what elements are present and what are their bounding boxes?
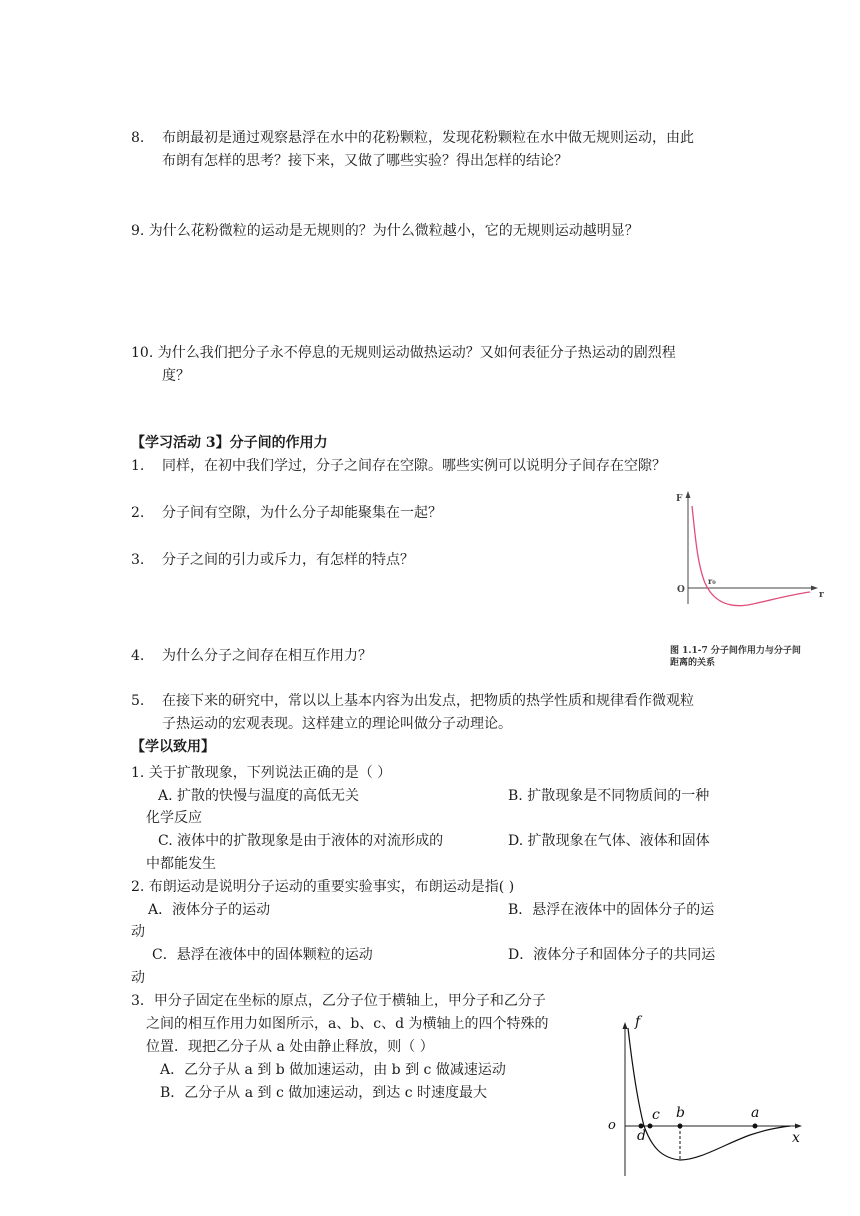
figure1-x-arrow xyxy=(811,586,818,591)
q8-line2: 布朗有怎样的思考？接下来，又做了哪些实验？得出怎样的结论？ xyxy=(162,153,568,169)
exercise1-option-c[interactable]: C. 液体中的扩散现象是由于液体的对流形成的 xyxy=(158,833,444,849)
item4-number: 4. xyxy=(131,648,145,664)
label-a: a xyxy=(751,1105,760,1121)
label-c: c xyxy=(652,1107,660,1123)
exercise1-option-a[interactable]: A. 扩散的快慢与温度的高低无关 xyxy=(158,788,360,804)
q10-line2: 度？ xyxy=(162,368,190,384)
exercise1-option-d[interactable]: D. 扩散现象在气体、液体和固体 xyxy=(508,833,710,849)
figure1-r0-label: r₀ xyxy=(708,576,716,586)
point-a xyxy=(753,1124,758,1129)
item4-text: 为什么分子之间存在相互作用力？ xyxy=(162,648,372,664)
figure2-origin-label: o xyxy=(608,1118,616,1133)
force-distance-figure xyxy=(668,488,830,638)
q9-line1: 9. 为什么花粉微粒的运动是无规则的？为什么微粒越小，它的无规则运动越明显？ xyxy=(131,223,639,239)
exercise3-line2: 之间的相互作用力如图所示，a、b、c、d 为横轴上的四个特殊的 xyxy=(146,1016,549,1032)
item5-text: 在接下来的研究中，常以以上基本内容为出发点，把物质的热学性质和规律看作微观粒 xyxy=(162,693,694,709)
figure1-x-label: r xyxy=(819,590,824,600)
figure2-y-label: f xyxy=(635,1014,641,1030)
label-b: b xyxy=(676,1105,685,1121)
item5-number: 5. xyxy=(131,693,145,709)
exercise2-option-c[interactable]: C．悬浮在液体中的固体颗粒的运动 xyxy=(152,947,373,963)
figure2-y-arrow xyxy=(623,1022,628,1029)
exercise3-force-figure xyxy=(600,1008,815,1180)
item3-number: 3. xyxy=(131,552,145,568)
item1-number: 1. xyxy=(131,458,145,474)
exercise3-option-a[interactable]: A．乙分子从 a 到 b 做加速运动，由 b 到 c 做减速运动 xyxy=(160,1062,506,1078)
exercise2-option-d-cont: 动 xyxy=(131,970,145,986)
apply-heading: 【学以致用】 xyxy=(131,739,215,755)
item2-number: 2. xyxy=(131,505,145,521)
exercise3-line1: 3．甲分子固定在坐标的原点，乙分子位于横轴上，甲分子和乙分子 xyxy=(131,993,546,1009)
exercise3-option-b[interactable]: B．乙分子从 a 到 c 做加速运动，到达 c 时速度最大 xyxy=(160,1085,488,1101)
q8-line1: 布朗最初是通过观察悬浮在水中的花粉颗粒，发现花粉颗粒在水中做无规则运动，由此 xyxy=(162,130,694,146)
figure2-x-arrow xyxy=(795,1124,802,1129)
exercise2-option-a[interactable]: A．液体分子的运动 xyxy=(148,902,271,918)
figure1-caption-line2: 距离的关系 xyxy=(670,658,716,668)
figure1-y-arrow xyxy=(686,491,691,498)
exercise2-option-d[interactable]: D．液体分子和固体分子的共同运 xyxy=(508,947,716,963)
q8-number: 8. xyxy=(131,130,145,146)
exercise1-option-b-cont: 化学反应 xyxy=(146,810,202,826)
figure1-y-label: F xyxy=(676,494,683,504)
exercise2-option-b[interactable]: B．悬浮在液体中的固体分子的运 xyxy=(508,902,715,918)
label-d: d xyxy=(637,1128,646,1144)
force-curve-2 xyxy=(628,1028,790,1160)
item1-text: 同样，在初中我们学过，分子之间存在空隙。哪些实例可以说明分子间存在空隙？ xyxy=(162,458,666,474)
force-curve xyxy=(692,506,810,606)
item3-text: 分子之间的引力或斥力，有怎样的特点？ xyxy=(162,552,414,568)
exercise2-stem: 2. 布朗运动是说明分子运动的重要实验事实，布朗运动是指( ) xyxy=(131,879,515,895)
exercise1-option-d-cont: 中都能发生 xyxy=(146,856,216,872)
point-b xyxy=(678,1124,683,1129)
figure2-x-label: x xyxy=(792,1130,800,1146)
item5-text-cont: 子热运动的宏观表现。这样建立的理论叫做分子动理论。 xyxy=(162,716,512,732)
item2-text: 分子间有空隙，为什么分子却能聚集在一起？ xyxy=(162,505,442,521)
exercise1-option-b[interactable]: B. 扩散现象是不同物质间的一种 xyxy=(508,788,710,804)
figure1-origin-label: O xyxy=(677,585,685,595)
point-c xyxy=(648,1124,653,1129)
exercise3-line3: 位置．现把乙分子从 a 处由静止释放，则（ ） xyxy=(146,1039,434,1055)
activity3-heading: 【学习活动 3】分子间的作用力 xyxy=(131,435,328,451)
exercise2-option-b-cont: 动 xyxy=(131,924,145,940)
figure1-caption-line1: 图 1.1-7 分子间作用力与分子间 xyxy=(670,646,801,656)
q10-line1: 10. 为什么我们把分子永不停息的无规则运动做热运动？又如何表征分子热运动的剧烈程 xyxy=(131,345,676,361)
exercise1-stem: 1. 关于扩散现象，下列说法正确的是（ ） xyxy=(131,765,392,781)
